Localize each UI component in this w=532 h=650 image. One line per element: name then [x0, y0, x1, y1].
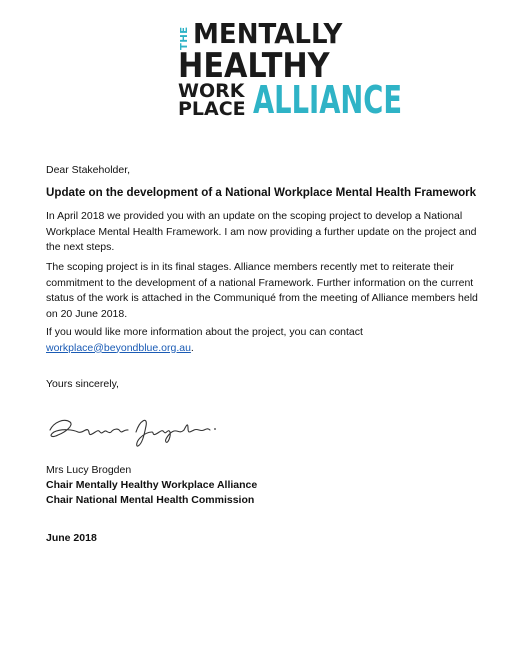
salutation: Dear Stakeholder, — [46, 164, 131, 176]
paragraph-3-text: If you would like more information about the project, you can contact — [46, 326, 363, 338]
logo-line-alliance: ALLIANCE — [253, 78, 403, 122]
logo-line-place: PLACE — [178, 98, 246, 120]
signatory-role-1: Chair Mentally Healthy Workplace Alliance — [46, 479, 258, 491]
letter-subject: Update on the development of a National Workplace Mental Health Framework — [46, 186, 477, 199]
signatory-name: Mrs Lucy Brogden — [46, 464, 132, 476]
logo-line-work: WORK — [178, 80, 245, 102]
letter-date: June 2018 — [46, 532, 97, 544]
paragraph-3 — [46, 325, 492, 356]
logo-line-mentally: MENTALLY — [193, 17, 343, 50]
email-link[interactable]: workplace@beyondblue.org.au — [46, 341, 191, 354]
paragraph-3-end: . — [190, 341, 194, 354]
signature-image — [44, 408, 222, 448]
logo-line-healthy: HEALTHY — [178, 46, 330, 86]
signatory-role-2: Chair National Mental Health Commission — [46, 494, 255, 506]
paragraph-1: In April 2018 we provided you with an update on the scoping project to develop a National Workplace Mental Health Framework. I am now providing a further update on the project and the next steps. — [46, 210, 477, 254]
paragraph-2: The scoping project is in its final stages. Alliance members recently met to reiterate their commitment to the development of a national Framework. Further information on the current status of the work is attached in the Communiqué from the meeting of Alliance members held on 20 June 2018. — [46, 261, 478, 320]
closing: Yours sincerely, — [46, 378, 119, 390]
alliance-logo — [178, 17, 403, 124]
logo-the: THE — [179, 26, 190, 50]
